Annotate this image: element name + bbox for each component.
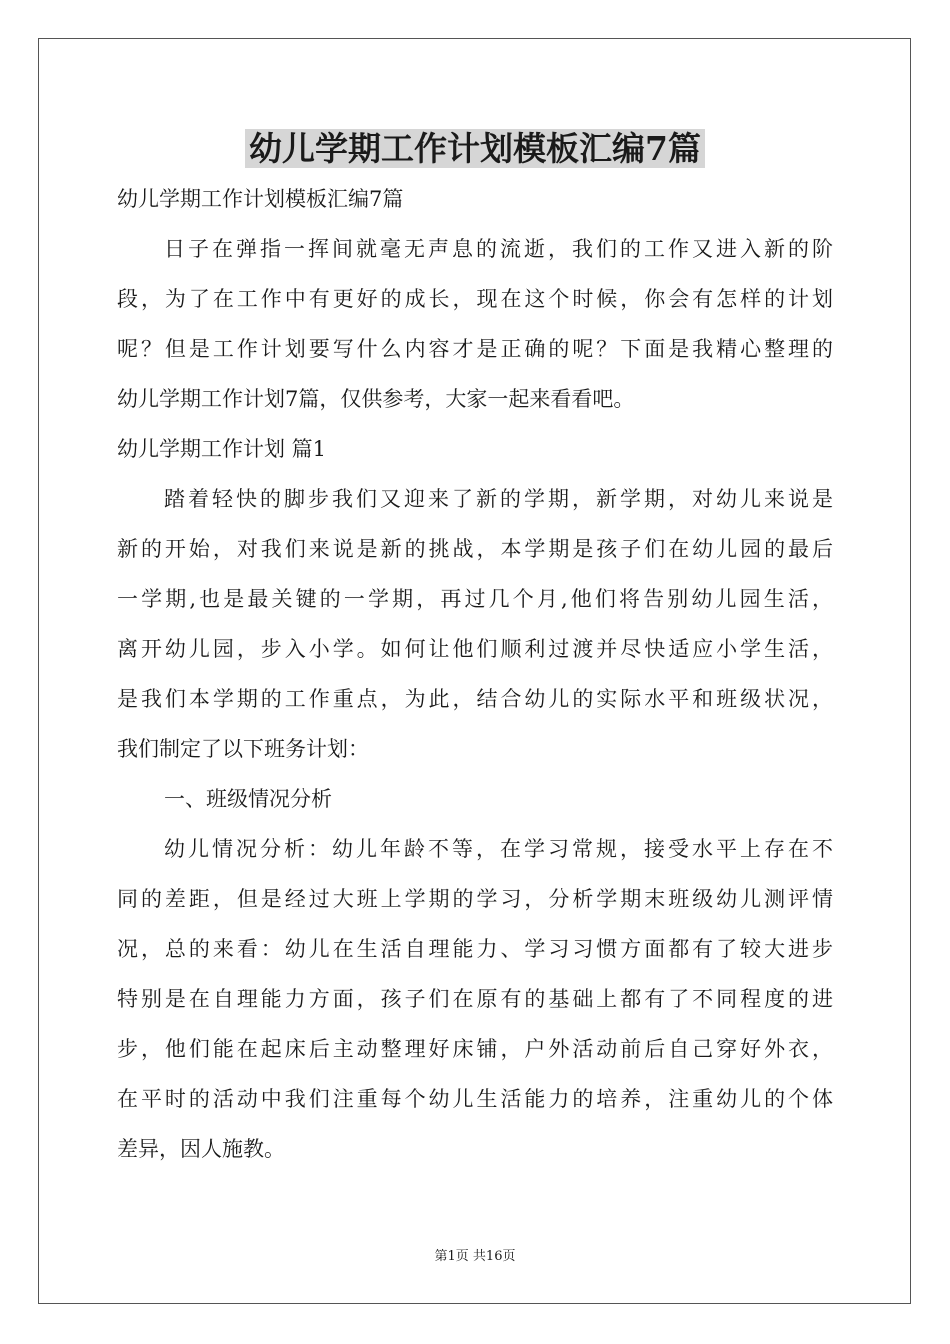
paragraph-line: 我们制定了以下班务计划：	[117, 737, 369, 761]
section-heading: 幼儿学期工作计划 篇1	[117, 437, 327, 461]
subtitle-line: 幼儿学期工作计划模板汇编7篇	[117, 187, 404, 211]
subsection-heading: 一、班级情况分析	[164, 787, 332, 811]
paragraph-line: 踏着轻快的脚步我们又迎来了新的学期，新学期，对幼儿来说是	[164, 487, 833, 511]
paragraph-line: 差异，因人施教。	[117, 1137, 285, 1161]
paragraph-line: 段，为了在工作中有更好的成长，现在这个时候，你会有怎样的计划	[117, 287, 833, 311]
paragraph-line: 幼儿学期工作计划7篇，仅供参考，大家一起来看看吧。	[117, 387, 635, 411]
document-body	[117, 174, 833, 1174]
paragraph-line: 步，他们能在起床后主动整理好床铺，户外活动前后自己穿好外衣，	[117, 1037, 833, 1061]
paragraph-line: 特别是在自理能力方面，孩子们在原有的基础上都有了不同程度的进	[117, 987, 833, 1011]
paragraph-line: 新的开始，对我们来说是新的挑战，本学期是孩子们在幼儿园的最后	[117, 537, 833, 561]
page-footer: 第1页 共16页	[434, 1249, 516, 1264]
paragraph-line: 离开幼儿园，步入小学。如何让他们顺利过渡并尽快适应小学生活，	[117, 637, 833, 661]
paragraph-line: 日子在弹指一挥间就毫无声息的流逝，我们的工作又进入新的阶	[164, 237, 833, 261]
document-title-text: 幼儿学期工作计划模板汇编7篇	[245, 129, 705, 168]
document-title	[0, 122, 950, 176]
paragraph-line: 一学期,也是最关键的一学期，再过几个月,他们将告别幼儿园生活，	[117, 587, 833, 611]
paragraph-line: 是我们本学期的工作重点，为此，结合幼儿的实际水平和班级状况，	[117, 687, 833, 711]
paragraph-line: 在平时的活动中我们注重每个幼儿生活能力的培养，注重幼儿的个体	[117, 1087, 833, 1111]
paragraph-line: 呢？但是工作计划要写什么内容才是正确的呢？下面是我精心整理的	[117, 337, 833, 361]
paragraph-line: 幼儿情况分析：幼儿年龄不等，在学习常规，接受水平上存在不	[164, 837, 833, 861]
paragraph-line: 同的差距，但是经过大班上学期的学习，分析学期末班级幼儿测评情	[117, 887, 833, 911]
paragraph-line: 况，总的来看：幼儿在生活自理能力、学习习惯方面都有了较大进步	[117, 937, 833, 961]
